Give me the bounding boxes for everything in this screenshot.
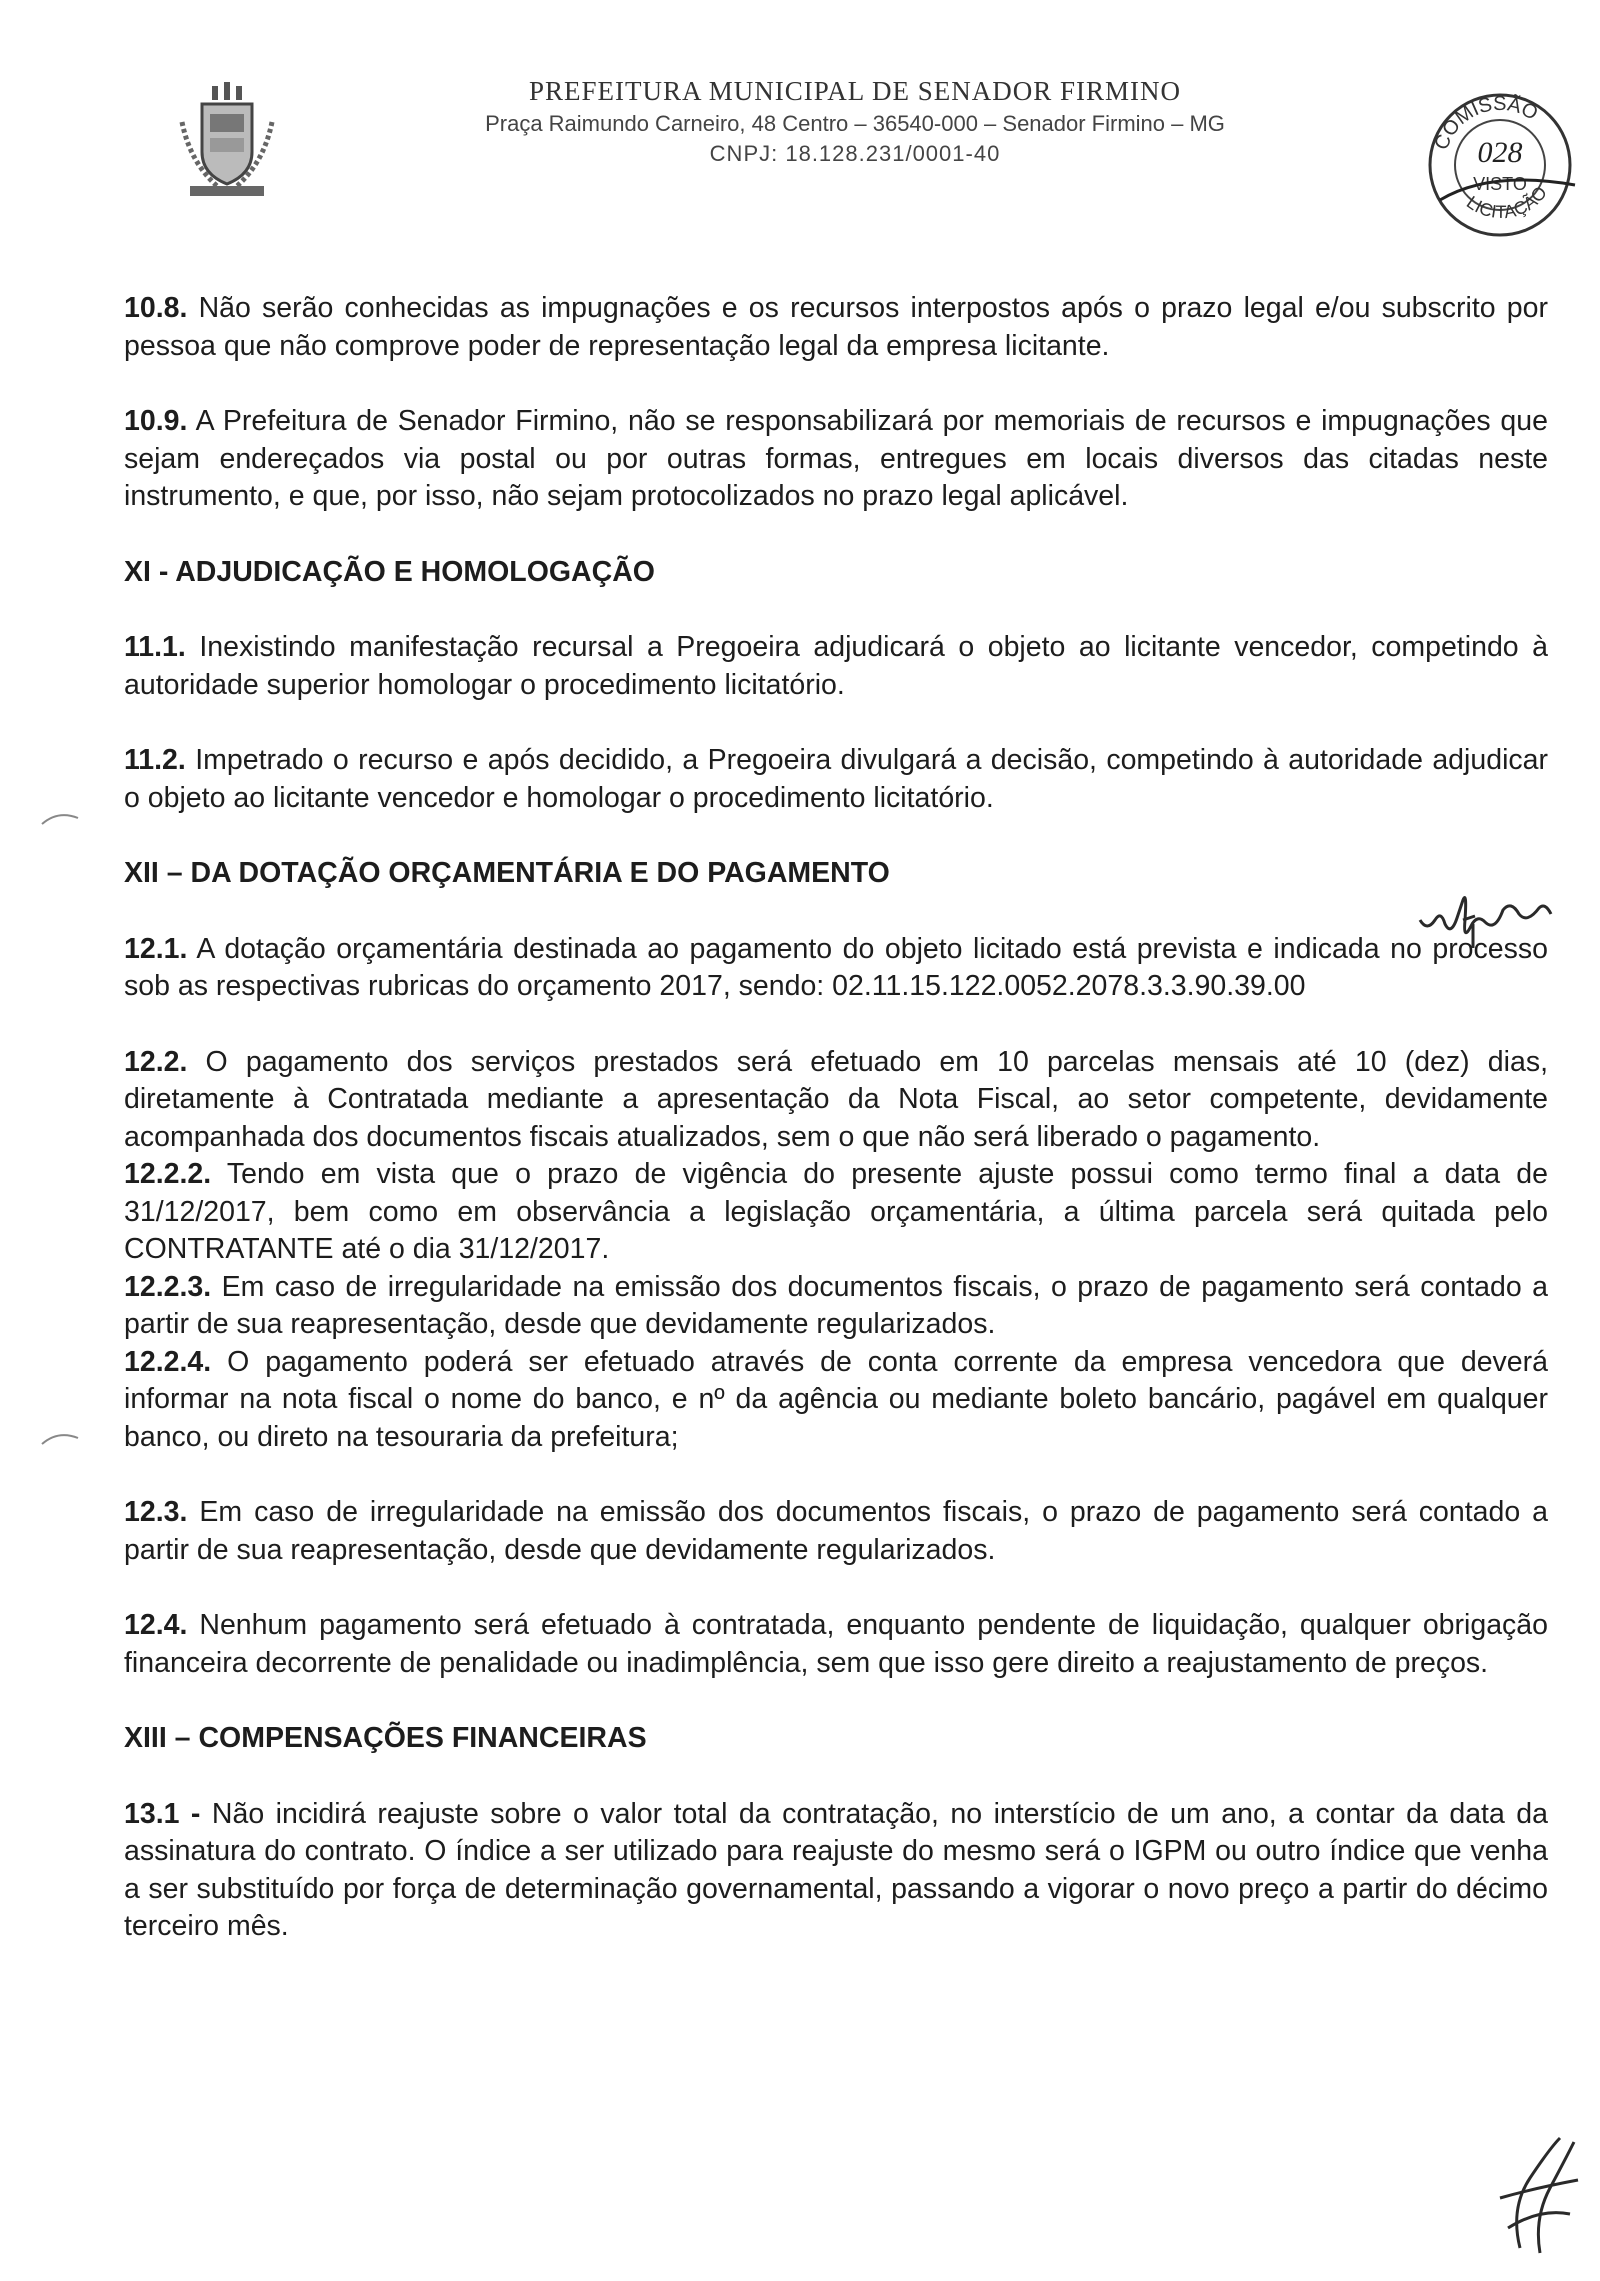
- clause-text: Em caso de irregularidade na emissão dos documentos fiscais, o prazo de pagamento será contado a partir de sua reapresentação, desde que devidamente regularizados.: [124, 1270, 1549, 1340]
- clause-number: 13.1 -: [124, 1797, 201, 1830]
- clause-number: 12.3.: [124, 1496, 188, 1528]
- clause-text: A Prefeitura de Senador Firmino, não se responsabilizará por memoriais de recursos e impugnações que sejam endereçados via postal ou por outras formas, entregues em locais diversos das citadas neste instrumento, e que, por isso, não sejam protocolizados no prazo legal aplicável.: [124, 405, 1548, 512]
- clause-text: Não incidirá reajuste sobre o valor total da contratação, no interstício de um ano, a contar da data da assinatura do contrato. O índice a ser utilizado para reajuste do mesmo será o IGPM ou outro índice que venha a ser substituído por força de determinação governamental, passando a vigorar o novo preço a partir do décimo terceiro mês.: [124, 1797, 1548, 1942]
- clause-text: O pagamento poderá ser efetuado através de conta corrente da empresa vencedora que deverá informar na nota fiscal o nome do banco, e nº da agência ou mediante boleto bancário, pagável em qualquer banco, ou direto na tesouraria da prefeitura;: [124, 1345, 1548, 1453]
- clause-number: 10.9.: [124, 405, 188, 437]
- stamp-bottom-text: LICITAÇÃO: [1462, 182, 1551, 223]
- stamp-number: 028: [1477, 136, 1523, 169]
- clause-number: 11.1.: [124, 631, 186, 663]
- clause-paragraph: [124, 1494, 1548, 1569]
- clause-text: Tendo em vista que o prazo de vigência do presente ajuste possui como termo final a data de 31/12/2017, bem como em observância a legislação orçamentária, a última parcela será quitada pelo CONTRATANTE até o dia 31/12/2017.: [124, 1158, 1549, 1265]
- clause-number: 12.2.4.: [124, 1345, 212, 1378]
- clause-number: 12.2.2.: [124, 1158, 212, 1190]
- clause-paragraph: [124, 931, 1548, 1006]
- clause-number: 12.2.3.: [124, 1270, 212, 1303]
- handwritten-initials: [1415, 880, 1555, 950]
- clause-paragraph: [124, 1044, 1548, 1157]
- clause-number: 12.1.: [124, 932, 188, 965]
- clause-paragraph: [124, 742, 1548, 817]
- clause-number: 10.8.: [124, 292, 188, 324]
- commission-stamp: [1400, 70, 1600, 245]
- clause-text: O pagamento dos serviços prestados será efetuado em 10 parcelas mensais até 10 (dez) dias, diretamente à Contratada mediante a apresentação da Nota Fiscal, ao setor competente, devidamente acompanhada dos documentos fiscais atualizados, sem o que não será liberado o pagamento.: [124, 1045, 1548, 1153]
- municipality-title: PREFEITURA MUNICIPAL DE SENADOR FIRMINO: [528, 76, 1182, 106]
- clause-text: Nenhum pagamento será efetuado à contratada, enquanto pendente de liquidação, qualquer obrigação financeira decorrente de penalidade ou inadimplência, sem que isso gere direito a reajustamento de preços.: [124, 1609, 1549, 1679]
- clause-number: 11.2.: [124, 744, 186, 776]
- stamp-middle-text: VISTO: [1473, 174, 1527, 194]
- letterhead: [0, 70, 1600, 223]
- clause-text: Em caso de irregularidade na emissão dos documentos fiscais, o prazo de pagamento será contado a partir de sua reapresentação, desde que devidamente regularizados.: [124, 1496, 1549, 1566]
- clause-paragraph: [124, 1269, 1548, 1344]
- clause-paragraph: [124, 290, 1548, 365]
- clause-text: Não serão conhecidas as impugnações e os recursos interpostos após o prazo legal e/ou subscrito por pessoa que não comprove poder de representação legal da empresa licitante.: [124, 292, 1548, 362]
- section-heading: XIII – COMPENSAÇÕES FINANCEIRAS: [124, 1722, 647, 1754]
- clause-paragraph: [124, 1156, 1548, 1269]
- stamp-top-text: COMISSÃO: [1430, 92, 1542, 154]
- clause-paragraph: [124, 1607, 1548, 1682]
- coat-of-arms-icon: [172, 82, 282, 202]
- clause-paragraph: [124, 1796, 1548, 1946]
- clause-text: A dotação orçamentária destinada ao pagamento do objeto licitado está prevista e indicada no processo sob as respectivas rubricas do orçamento 2017, sendo: 02.11.15.122.0052.2078.3.3.90.39.00: [124, 932, 1548, 1002]
- section-heading: XII – DA DOTAÇÃO ORÇAMENTÁRIA E DO PAGAMENTO: [124, 857, 890, 889]
- clause-paragraph: [124, 629, 1548, 704]
- margin-mark: [40, 808, 80, 828]
- clause-text: Inexistindo manifestação recursal a Pregoeira adjudicará o objeto ao licitante vencedor, competindo à autoridade superior homologar o procedimento licitatório.: [124, 631, 1548, 701]
- clause-number: 12.2.: [124, 1045, 188, 1078]
- section-heading: XI - ADJUDICAÇÃO E HOMOLOGAÇÃO: [124, 555, 655, 588]
- margin-mark: [40, 1428, 80, 1448]
- municipality-address: Praça Raimundo Carneiro, 48 Centro – 36540-000 – Senador Firmino – MG: [485, 111, 1225, 136]
- clause-number: 12.4.: [124, 1609, 188, 1641]
- document-body: [124, 290, 1548, 1984]
- clause-paragraph: [124, 1344, 1548, 1457]
- handwritten-signature: [1490, 2128, 1580, 2258]
- clause-paragraph: [124, 403, 1548, 516]
- municipality-cnpj: CNPJ: 18.128.231/0001-40: [709, 141, 1001, 166]
- clause-text: Impetrado o recurso e após decidido, a Pregoeira divulgará a decisão, competindo à autoridade adjudicar o objeto ao licitante vencedor e homologar o procedimento licitatório.: [124, 744, 1548, 814]
